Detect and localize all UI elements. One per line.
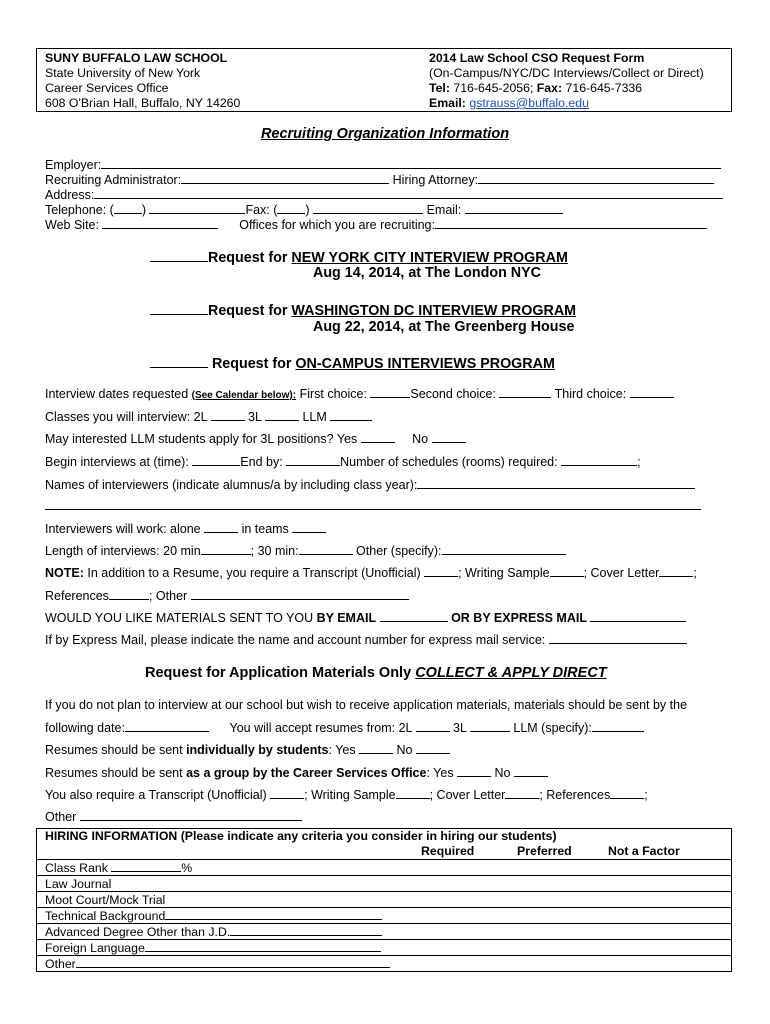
length-30-label: ; 30 min: (250, 544, 299, 558)
schedules-field[interactable] (561, 454, 637, 466)
express-field[interactable] (549, 632, 687, 644)
moot-court-label: Moot Court/Mock Trial (45, 892, 166, 907)
app-transcript-field[interactable] (270, 787, 304, 799)
advanced-degree-label: Advanced Degree Other than J.D. (45, 925, 231, 939)
work-alone-label: Interviewers will work: alone (45, 522, 205, 536)
group-row (45, 765, 548, 781)
app-intro-row (45, 698, 687, 713)
oncampus-program-block (150, 354, 555, 373)
website-row (45, 217, 707, 233)
law-journal-label: Law Journal (45, 876, 112, 891)
hiring-attorney-field[interactable] (478, 172, 714, 184)
employer-label: Employer: (45, 158, 102, 172)
contact-email (429, 96, 704, 111)
note-label: NOTE: (45, 566, 84, 580)
hiring-table (36, 828, 732, 972)
fax-paren: ) (305, 203, 310, 217)
express-row (45, 632, 687, 648)
note-cover-label: ; Cover Letter (583, 566, 660, 580)
tel-label: Tel: (429, 81, 450, 95)
by-express-label: OR BY EXPRESS MAIL (447, 611, 591, 625)
references-label: References (45, 589, 109, 603)
length-other-label: Other (specify): (352, 544, 442, 558)
office-address: 608 O'Brian Hall, Buffalo, NY 14260 (45, 96, 241, 110)
table-row (37, 956, 732, 972)
group-no-label: No (491, 766, 514, 780)
oncampus-program-name: ON-CAMPUS INTERVIEWS PROGRAM (295, 356, 555, 372)
technical-label: Technical Background (45, 909, 166, 923)
hiring-columns (45, 844, 723, 859)
app-cover-label: ; Cover Letter (429, 788, 506, 802)
begin-field[interactable] (192, 454, 240, 466)
express-label: If by Express Mail, please indicate the name and account number for express mail service: (45, 633, 549, 647)
offices-field[interactable] (435, 217, 707, 229)
website-label: Web Site: (45, 218, 99, 232)
interview-dates-row (45, 386, 674, 403)
fax-label: Fax: (536, 81, 563, 95)
website-field[interactable] (102, 217, 218, 229)
university-name: State University of New York (45, 66, 201, 80)
accept-llm-field[interactable] (592, 720, 644, 732)
references-field[interactable] (109, 588, 149, 600)
note-semicolon: ; (693, 566, 697, 580)
accept-2l-label: You will accept resumes from: 2L (226, 721, 416, 735)
address-label: Address: (45, 188, 95, 202)
classes-llm-field[interactable] (330, 409, 372, 421)
indiv-yes-field[interactable] (359, 742, 393, 754)
work-alone-field[interactable] (204, 521, 238, 533)
by-email-label: BY EMAIL (316, 611, 377, 625)
recruiting-admin-label: Recruiting Administrator: (45, 173, 182, 187)
header-left (45, 51, 240, 111)
foreign-language-label: Foreign Language (45, 941, 145, 955)
dc-prefix: Request for (208, 303, 292, 319)
note-writing-label: ; Writing Sample (458, 566, 550, 580)
col-not-factor: Not a Factor (608, 844, 680, 858)
llm-question-row (45, 431, 466, 447)
other-field[interactable] (191, 588, 409, 600)
fax-field[interactable] (313, 202, 423, 214)
email-link[interactable]: gstrauss@buffalo.edu (469, 96, 589, 110)
group-yes-label: : Yes (426, 766, 458, 780)
class-rank-field[interactable] (111, 860, 181, 872)
llm-no-field[interactable] (432, 431, 466, 443)
telephone-area-field[interactable] (114, 202, 142, 214)
materials-label: WOULD YOU LIKE MATERIALS SENT TO YOU (45, 611, 317, 625)
contact-phone-fax (429, 81, 704, 96)
accept-3l-label: 3L (449, 721, 470, 735)
table-row (37, 860, 732, 876)
by-email-field[interactable] (380, 610, 448, 622)
third-choice-label: Third choice: (551, 387, 630, 401)
references-row (45, 588, 409, 604)
nyc-program-name: NEW YORK CITY INTERVIEW PROGRAM (291, 250, 568, 266)
length-20-label: Length of interviews: 20 min (45, 544, 201, 558)
end-label: End by: (240, 455, 287, 469)
table-row (37, 892, 732, 908)
hiring-attorney-label: Hiring Attorney: (392, 173, 479, 187)
employer-field[interactable] (101, 157, 721, 169)
llm-question-label: May interested LLM students apply for 3L positions? Yes (45, 432, 361, 446)
work-teams-field[interactable] (292, 521, 326, 533)
telephone-field[interactable] (149, 202, 245, 214)
note-cover-field[interactable] (659, 565, 693, 577)
app-cover-field[interactable] (505, 787, 539, 799)
app-writing-field[interactable] (396, 787, 430, 799)
by-express-field[interactable] (590, 610, 686, 622)
indiv-label-a: Resumes should be sent (45, 743, 187, 757)
telephone-paren: ) (141, 203, 146, 217)
following-date-field[interactable] (125, 720, 209, 732)
app-title-emphasis: COLLECT & APPLY DIRECT (415, 665, 607, 681)
office-name: Career Services Office (45, 81, 169, 95)
group-label-a: Resumes should be sent (45, 766, 187, 780)
table-row (37, 908, 732, 924)
llm-yes-field[interactable] (361, 431, 395, 443)
accept-2l-field[interactable] (416, 720, 450, 732)
classes-3l-label: 3L (244, 410, 265, 424)
dc-checkbox-line[interactable] (150, 301, 208, 315)
classes-label: Classes you will interview: 2L (45, 410, 211, 424)
note-row (45, 565, 697, 581)
dc-program-date: Aug 22, 2014, at The Greenberg House (313, 319, 575, 335)
moot-court-cell (37, 892, 732, 908)
second-choice-field[interactable] (499, 386, 551, 398)
table-row (37, 876, 732, 892)
oncampus-prefix: Request for (208, 356, 296, 372)
accept-llm-label: LLM (specify): (509, 721, 592, 735)
class-rank-label: Class Rank (45, 861, 108, 875)
llm-no-label: No (408, 432, 432, 446)
table-row (37, 924, 732, 940)
indiv-label-b: individually by students (186, 743, 329, 757)
foreign-language-field[interactable] (145, 940, 381, 952)
length-20-field[interactable] (201, 543, 251, 555)
first-choice-field[interactable] (370, 386, 410, 398)
indiv-row (45, 742, 450, 758)
other-hiring-cell (37, 956, 732, 972)
nyc-prefix: Request for (208, 250, 292, 266)
telephone-label: Telephone: ( (45, 203, 114, 217)
col-preferred: Preferred (517, 844, 572, 858)
app-section-title (145, 665, 607, 681)
classes-2l-field[interactable] (211, 409, 245, 421)
technical-cell (37, 908, 732, 924)
note-writing-field[interactable] (550, 565, 584, 577)
app-transcript-row (45, 787, 648, 803)
form-title: 2014 Law School CSO Request Form (429, 51, 645, 65)
dc-program-block (150, 301, 576, 320)
length-30-field[interactable] (299, 543, 353, 555)
form-subtitle: (On-Campus/NYC/DC Interviews/Collect or Direct) (429, 66, 704, 80)
other-label: ; Other (148, 589, 191, 603)
email-field[interactable] (465, 202, 563, 214)
indiv-no-field[interactable] (416, 742, 450, 754)
note-transcript-label: In addition to a Resume, you require a Transcript (Unofficial) (83, 566, 425, 580)
second-choice-label: Second choice: (410, 387, 500, 401)
email-label: Email: (429, 96, 466, 110)
address-row (45, 187, 723, 203)
foreign-language-cell (37, 940, 732, 956)
app-title-prefix: Request for Application Materials Only (145, 665, 416, 681)
app-writing-label: ; Writing Sample (304, 788, 396, 802)
begin-end-row (45, 454, 641, 470)
materials-row (45, 610, 686, 626)
schedules-semicolon: ; (637, 455, 641, 469)
app-transcript-label: You also require a Transcript (Unofficial) (45, 788, 271, 802)
law-journal-cell (37, 876, 732, 892)
fax-area-field[interactable] (277, 202, 305, 214)
begin-label: Begin interviews at (time): (45, 455, 193, 469)
offices-label: Offices for which you are recruiting: (239, 218, 435, 232)
work-mode-row (45, 521, 326, 537)
dates-label: Interview dates requested (45, 387, 192, 401)
hiring-header-cell (37, 829, 732, 860)
header-right (429, 51, 704, 111)
technical-field[interactable] (165, 908, 382, 920)
address-field[interactable] (94, 187, 723, 199)
percent-sign: % (181, 861, 193, 875)
other-hiring-label: Other (45, 957, 76, 971)
app-date-row (45, 720, 644, 736)
employer-row (45, 157, 721, 173)
school-name: SUNY BUFFALO LAW SCHOOL (45, 51, 228, 65)
nyc-checkbox-line[interactable] (150, 248, 208, 262)
indiv-no-label: No (393, 743, 416, 757)
header-box (36, 48, 732, 112)
first-choice-label: First choice: (296, 387, 371, 401)
following-date-label: following date: (45, 721, 125, 735)
app-refs-label: ; References (539, 788, 611, 802)
third-choice-field[interactable] (630, 386, 674, 398)
interviewer-names-row (45, 477, 695, 493)
dc-program-name: WASHINGTON DC INTERVIEW PROGRAM (291, 303, 577, 319)
admin-row (45, 172, 714, 188)
email-org-label: Email: (426, 203, 462, 217)
oncampus-checkbox-line[interactable] (150, 354, 208, 368)
accept-3l-field[interactable] (470, 720, 510, 732)
tel-value: 716-645-2056; (453, 81, 534, 95)
org-section-title: Recruiting Organization Information (260, 126, 510, 142)
app-refs-field[interactable] (610, 787, 644, 799)
recruiting-admin-field[interactable] (181, 172, 389, 184)
group-no-field[interactable] (514, 765, 548, 777)
length-row (45, 543, 566, 559)
classes-llm-label: LLM (298, 410, 331, 424)
advanced-degree-cell (37, 924, 732, 940)
group-label-b: as a group by the Career Services Office (186, 766, 427, 780)
other-hiring-field[interactable] (76, 956, 390, 968)
table-row (37, 940, 732, 956)
app-other-field[interactable] (80, 809, 302, 821)
hiring-header-row (37, 829, 732, 860)
note-transcript-field[interactable] (424, 565, 458, 577)
interviewer-names-field-2[interactable] (45, 498, 701, 510)
telephone-row (45, 202, 563, 218)
interviewer-names-label: Names of interviewers (indicate alumnus/a by including class year): (45, 478, 418, 492)
fax-org-label: Fax: ( (245, 203, 278, 217)
classes-row (45, 409, 372, 425)
see-calendar-note: (See Calendar below): (191, 390, 297, 401)
interviewer-names-field[interactable] (417, 477, 695, 489)
app-semicolon: ; (644, 788, 648, 802)
fax-value: 716-645-7336 (565, 81, 643, 95)
nyc-program-date: Aug 14, 2014, at The London NYC (313, 265, 541, 281)
indiv-yes-label: : Yes (328, 743, 360, 757)
schedules-label: Number of schedules (rooms) required: (340, 455, 562, 469)
interviewer-names-row-2 (45, 498, 701, 514)
end-field[interactable] (286, 454, 340, 466)
app-other-row (45, 809, 302, 825)
app-intro-text: If you do not plan to interview at our school but wish to receive application materials, materials should be sent by the (45, 698, 688, 712)
class-rank-cell (37, 860, 732, 876)
col-required: Required (421, 844, 475, 858)
advanced-degree-field[interactable] (230, 924, 382, 936)
work-teams-label: in teams (238, 522, 293, 536)
hiring-header-text: HIRING INFORMATION (Please indicate any criteria you consider in hiring our students) (45, 829, 557, 843)
group-yes-field[interactable] (457, 765, 491, 777)
length-other-field[interactable] (442, 543, 566, 555)
app-other-label: Other (45, 810, 77, 824)
classes-3l-field[interactable] (265, 409, 299, 421)
